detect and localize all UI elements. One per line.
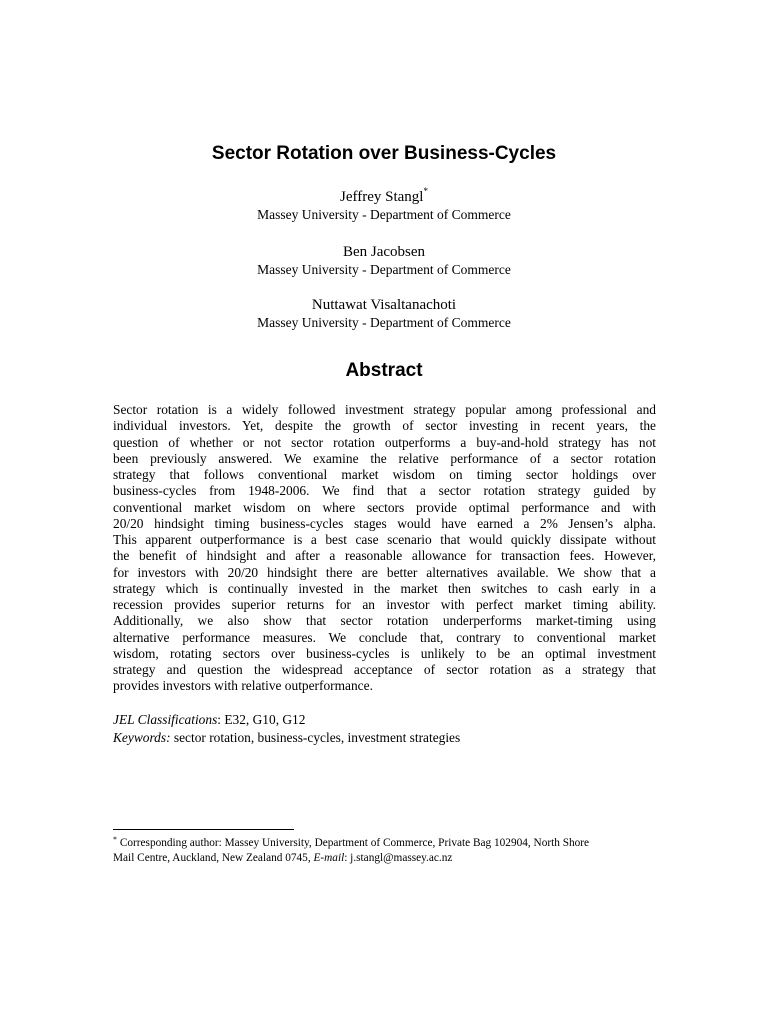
abstract-line: conventional market wisdom on where sectors provide optimal performance and with — [113, 499, 656, 515]
abstract-line: 20/20 hindsight timing business-cycles stages would have earned a 2% Jensen’s alpha. — [113, 515, 656, 531]
jel-classifications — [113, 711, 656, 729]
abstract-line: provides investors with relative outperformance. — [113, 678, 373, 694]
abstract-line: business-cycles from 1948-2006. We find that a sector rotation strategy guided by — [113, 483, 656, 499]
abstract-line: strategy and question the widespread acceptance of sector rotation as a strategy that — [113, 662, 656, 677]
footnote-divider — [113, 829, 294, 830]
author-affiliation: Massey University - Department of Commerce — [257, 315, 511, 330]
author-name: Ben Jacobsen — [342, 244, 426, 260]
footnote-marker: * — [423, 186, 428, 196]
email-address: : j.stangl@massey.ac.nz — [344, 852, 453, 864]
abstract-line: for investors with 20/20 hindsight there are better alternatives available. We show that a — [113, 564, 656, 580]
jel-value: : E32, G10, G12 — [217, 712, 306, 727]
author-block-2 — [0, 243, 768, 279]
footnote-marker: * — [113, 835, 117, 844]
abstract-line: strategy which is continually invested in the market then switches to cash early in a — [113, 580, 656, 596]
email-label: E-mail — [313, 852, 345, 864]
paper-title: Sector Rotation over Business-Cycles — [211, 143, 557, 164]
abstract-body — [113, 402, 656, 695]
footnote — [113, 836, 658, 866]
abstract-heading: Abstract — [345, 360, 423, 381]
abstract-line: This apparent outperformance is a best case scenario that would quickly dissipate without — [113, 532, 656, 547]
abstract-line: been previously answered. We examine the relative performance of a sector rotation — [113, 450, 656, 466]
jel-label: JEL Classifications — [113, 712, 218, 727]
abstract-line: Additionally, we also show that sector rotation underperforms market-timing using — [113, 613, 656, 629]
keywords — [113, 729, 656, 747]
abstract-line: individual investors. Yet, despite the growth of sector investing in recent years, the — [113, 418, 656, 434]
keywords-label: Keywords: — [113, 730, 171, 745]
footnote-line-2 — [113, 851, 658, 866]
keywords-value: sector rotation, business-cycles, investment strategies — [170, 730, 461, 745]
abstract-line: the benefit of hindsight and after a reasonable allowance for transaction fees. However, — [113, 548, 656, 564]
author-affiliation: Massey University - Department of Commerce — [257, 207, 511, 222]
author-block-1 — [0, 188, 768, 224]
abstract-line: strategy that follows conventional market wisdom on timing sector holdings over — [113, 467, 656, 482]
author-name — [0, 188, 768, 206]
abstract-line: question of whether or not sector rotation outperforms a buy-and-hold strategy has not — [113, 434, 656, 450]
abstract-line: Sector rotation is a widely followed investment strategy popular among professional and — [113, 402, 656, 417]
footnote-text: Corresponding author: Massey University, Department of Commerce, Private Bag 102904, North Shore — [117, 837, 590, 849]
abstract-line: wisdom, rotating sectors over business-cycles is unlikely to be an optimal investment — [113, 645, 656, 661]
author-affiliation: Massey University - Department of Commerce — [257, 262, 511, 277]
author-name-text: Jeffrey Stangl — [340, 189, 424, 205]
author-block-3 — [0, 296, 768, 332]
abstract-line: alternative performance measures. We conclude that, contrary to conventional market — [113, 629, 656, 645]
author-name: Nuttawat Visaltanachoti — [311, 297, 457, 313]
footnote-line-1 — [113, 836, 658, 851]
footnote-text: Mail Centre, Auckland, New Zealand 0745, — [113, 852, 314, 864]
abstract-line: recession provides superior returns for an investor with perfect market timing ability. — [113, 597, 656, 612]
